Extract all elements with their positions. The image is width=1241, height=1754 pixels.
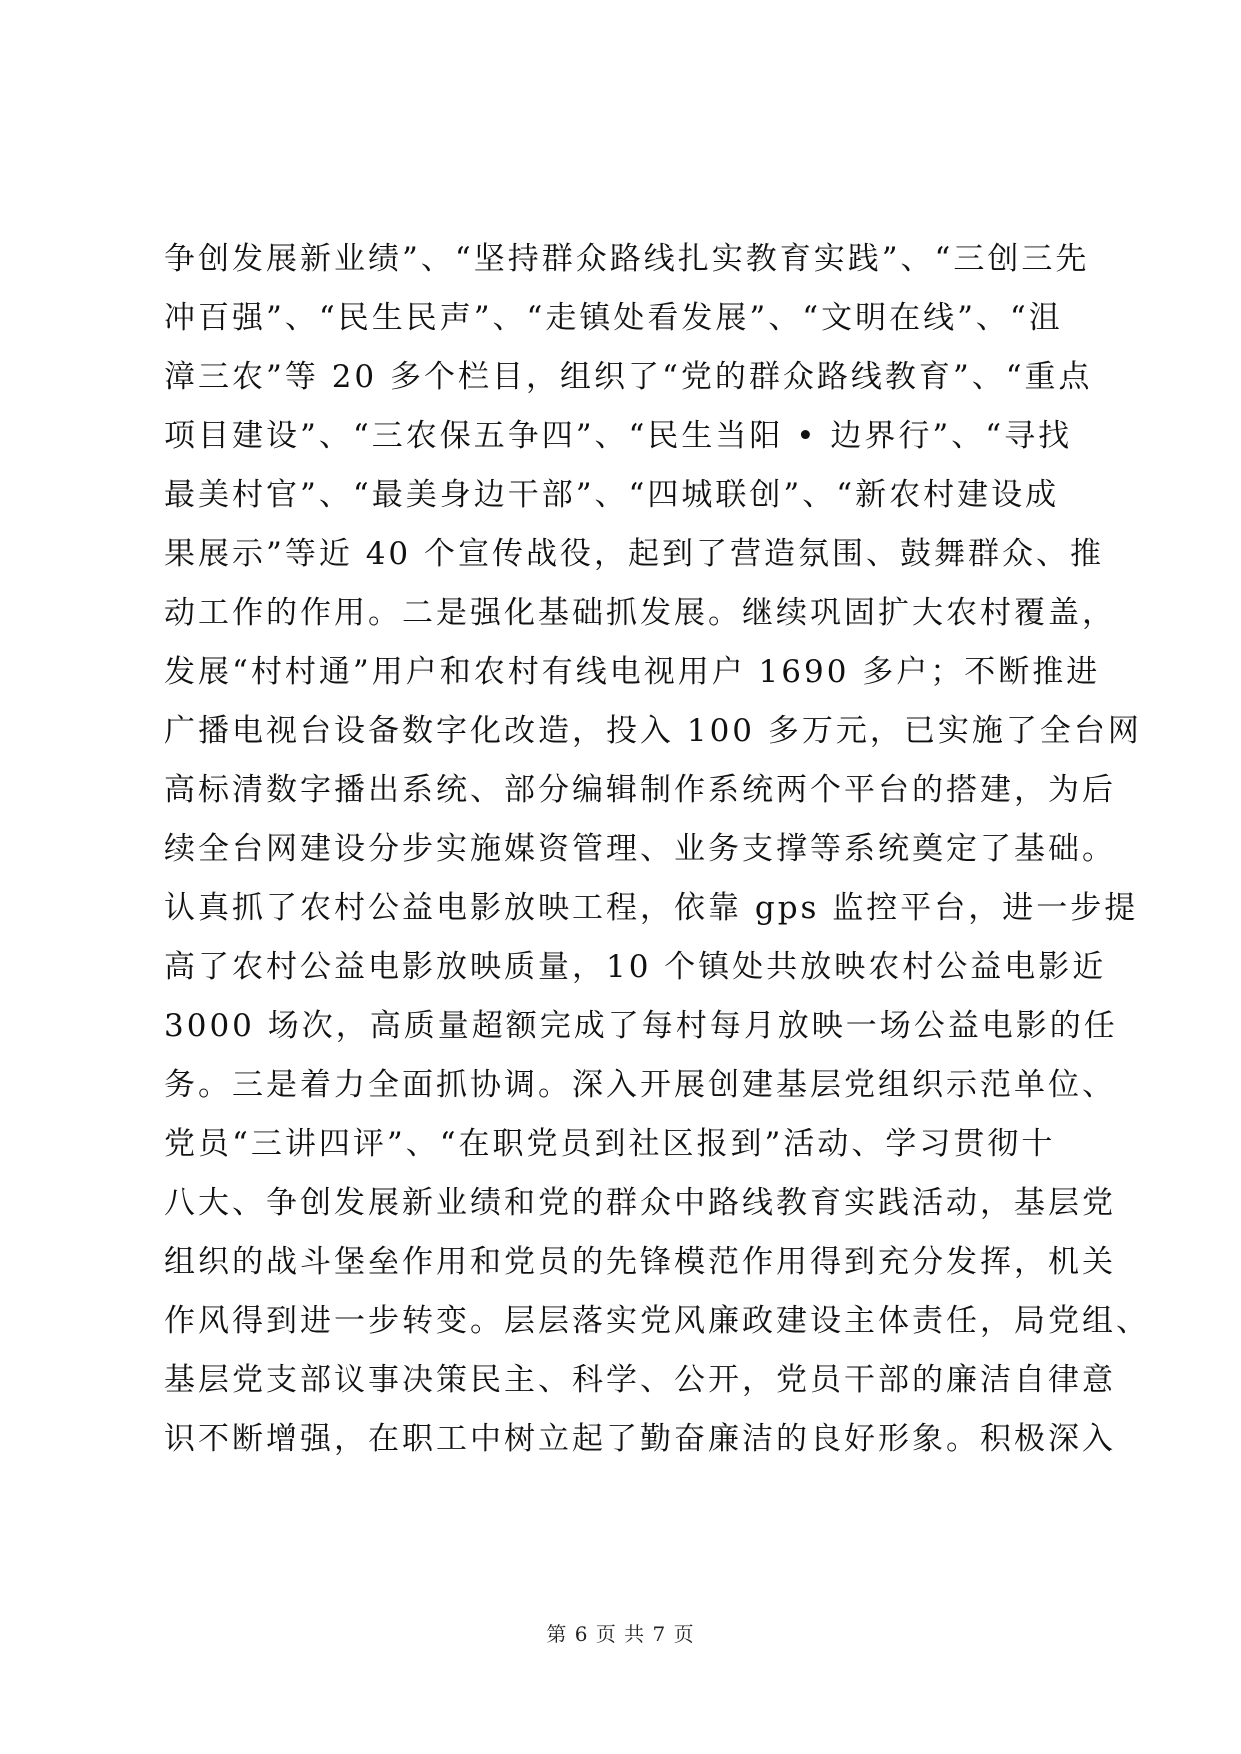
page-number-footer: 第 6 页 共 7 页 — [546, 1622, 695, 1646]
text-line: 漳三农”等 20 多个栏目，组织了“党的群众路线教育”、“重点 — [164, 359, 1093, 395]
text-line: 基层党支部议事决策民主、科学、公开，党员干部的廉洁自律意 — [164, 1362, 1116, 1398]
text-line: 续全台网建设分步实施媒资管理、业务支撑等系统奠定了基础。 — [164, 831, 1116, 867]
text-line: 3000 场次，高质量超额完成了每村每月放映一场公益电影的任 — [164, 1008, 1118, 1044]
text-line: 识不断增强，在职工中树立起了勤奋廉洁的良好形象。积极深入 — [164, 1421, 1116, 1457]
text-line: 务。三是着力全面抓协调。深入开展创建基层党组织示范单位、 — [164, 1067, 1116, 1103]
text-line: 作风得到进一步转变。层层落实党风廉政建设主体责任，局党组、 — [164, 1303, 1150, 1339]
text-line: 党员“三讲四评”、“在职党员到社区报到”活动、学习贯彻十 — [164, 1126, 1056, 1162]
text-line: 八大、争创发展新业绩和党的群众中路线教育实践活动，基层党 — [164, 1185, 1116, 1221]
text-line: 认真抓了农村公益电影放映工程，依靠 gps 监控平台，进一步提 — [164, 890, 1139, 926]
text-line: 组织的战斗堡垒作用和党员的先锋模范作用得到充分发挥，机关 — [164, 1244, 1116, 1280]
text-line: 高标清数字播出系统、部分编辑制作系统两个平台的搭建，为后 — [164, 772, 1116, 808]
text-line: 冲百强”、“民生民声”、“走镇处看发展”、“文明在线”、“沮 — [164, 300, 1063, 336]
body-text — [164, 230, 1150, 1469]
text-line: 高了农村公益电影放映质量，10 个镇处共放映农村公益电影近 — [164, 949, 1107, 985]
text-line: 动工作的作用。二是强化基础抓发展。继续巩固扩大农村覆盖， — [164, 595, 1116, 631]
text-line: 果展示”等近 40 个宣传战役，起到了营造氛围、鼓舞群众、推 — [164, 536, 1104, 572]
text-line: 最美村官”、“最美身边干部”、“四城联创”、“新农村建设成 — [164, 477, 1060, 513]
text-line: 发展“村村通”用户和农村有线电视用户 1690 多户；不断推进 — [164, 654, 1101, 690]
text-line: 争创发展新业绩”、“坚持群众路线扎实教育实践”、“三创三先 — [164, 241, 1090, 277]
text-line: 广播电视台设备数字化改造，投入 100 多万元，已实施了全台网 — [164, 713, 1142, 749]
text-line: 项目建设”、“三农保五争四”、“民生当阳 • 边界行”、“寻找 — [164, 418, 1073, 454]
